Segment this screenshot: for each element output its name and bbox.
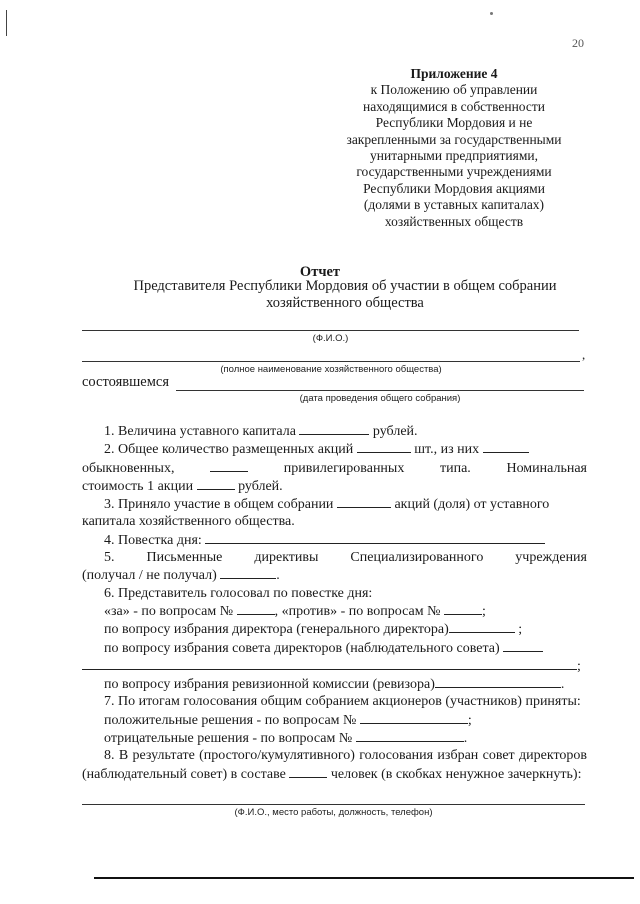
appendix-title: Приложение 4 (410, 66, 498, 81)
vote-board-blank[interactable] (503, 639, 543, 652)
item-directives-cont: (получал / не получал) . (82, 568, 280, 584)
nominal-value-blank[interactable] (197, 477, 235, 490)
item-participation: 3. Приняло участие в общем собрании акций (доля) от уставного (104, 497, 550, 513)
scan-edge-mark (6, 10, 7, 36)
agenda-blank[interactable] (205, 531, 545, 544)
capital-blank[interactable] (299, 422, 369, 435)
appendix-line: Республики Мордовия и не (375, 115, 533, 131)
scan-dot (490, 12, 493, 15)
appendix-line: хозяйственных обществ (384, 213, 524, 229)
item-results: 7. По итогам голосования общим собранием акционеров (участников) приняты: (104, 694, 581, 710)
vote-director-blank[interactable] (449, 620, 515, 633)
member-details-field-label: (Ф.И.О., место работы, должность, телефон) (234, 807, 433, 818)
shares-total-blank[interactable] (357, 440, 411, 453)
member-details-field-line[interactable] (82, 804, 585, 805)
company-name-field-line[interactable] (82, 361, 580, 362)
fio-field-label: (Ф.И.О.) (312, 333, 349, 344)
item-nominal-value: стоимость 1 акции рублей. (82, 478, 283, 494)
appendix-line: Республики Мордовия акциями (363, 180, 545, 196)
appendix-line: находящимися в собственности (362, 98, 546, 114)
page-number: 20 (572, 36, 584, 50)
shares-of-which-blank[interactable] (483, 440, 529, 453)
fio-field-line[interactable] (82, 330, 579, 331)
item-shares: 2. Общее количество размещенных акций шт., из них (82, 440, 587, 458)
item-board-elected: 8. В результате (простого/кумулятивного) голосования избран совет директоров (наблюдательный совет) в составе человек (в скобках ненужное зачеркнуть): (82, 748, 587, 782)
results-negative: отрицательные решения - по вопросам № . (104, 731, 468, 747)
item-participation-cont: капитала хозяйственного общества. (82, 514, 295, 530)
item-agenda: 4. Повестка дня: (82, 531, 587, 549)
directives-blank[interactable] (220, 566, 276, 579)
company-name-comma: , (582, 347, 586, 362)
meeting-date-field-label: (дата проведения общего собрания) (299, 393, 461, 404)
item-voting: 6. Представитель голосовал по повестке дня: (104, 585, 373, 601)
scan-bottom-bar (94, 877, 634, 879)
item-shares-cont: обыкновенных, привилегированных типа. Номинальная (82, 460, 587, 476)
positive-decisions-blank[interactable] (360, 711, 468, 724)
participation-blank[interactable] (337, 495, 391, 508)
appendix-block (316, 66, 592, 230)
appendix-line: государственными учреждениями (356, 164, 552, 180)
ordinary-shares-blank[interactable] (210, 459, 248, 472)
appendix-line: (долями в уставных капиталах) (363, 197, 545, 213)
report-items (82, 422, 587, 783)
appendix-line: закрепленными за государственными (346, 131, 562, 147)
vote-board-cont: ; (82, 657, 587, 675)
vote-for-against: «за» - по вопросам № , «против» - по вопросам № ; (104, 603, 486, 619)
meeting-date-field-line[interactable] (176, 390, 584, 391)
item-capital: 1. Величина уставного капитала рублей. (104, 424, 418, 439)
vote-audit: по вопросу избрания ревизионной комиссии (ревизора) . (104, 677, 565, 693)
board-size-blank[interactable] (289, 765, 327, 778)
company-name-field-label: (полное наименование хозяйственного общества) (220, 364, 442, 375)
vote-board: по вопросу избрания совета директоров (наблюдательного совета) (82, 639, 587, 657)
item-directives: 5. Письменные директивы Специализированного учреждения (104, 550, 587, 566)
negative-decisions-blank[interactable] (356, 729, 464, 742)
report-subtitle: Представителя Республики Мордовия об участии в общем собрании хозяйственного общества (133, 278, 557, 311)
appendix-line: к Положению об управлении (370, 82, 538, 98)
vote-against-blank[interactable] (444, 602, 482, 615)
report-title: Отчет (299, 264, 341, 280)
vote-board-line-blank[interactable] (82, 657, 577, 670)
vote-audit-blank[interactable] (435, 675, 561, 688)
held-label: состоявшемся (82, 374, 169, 390)
results-positive: положительные решения - по вопросам № ; (104, 712, 472, 728)
vote-for-blank[interactable] (237, 602, 275, 615)
vote-director: по вопросу избрания директора (генерального директора) ; (104, 622, 523, 638)
appendix-line: унитарными предприятиями, (370, 148, 538, 164)
